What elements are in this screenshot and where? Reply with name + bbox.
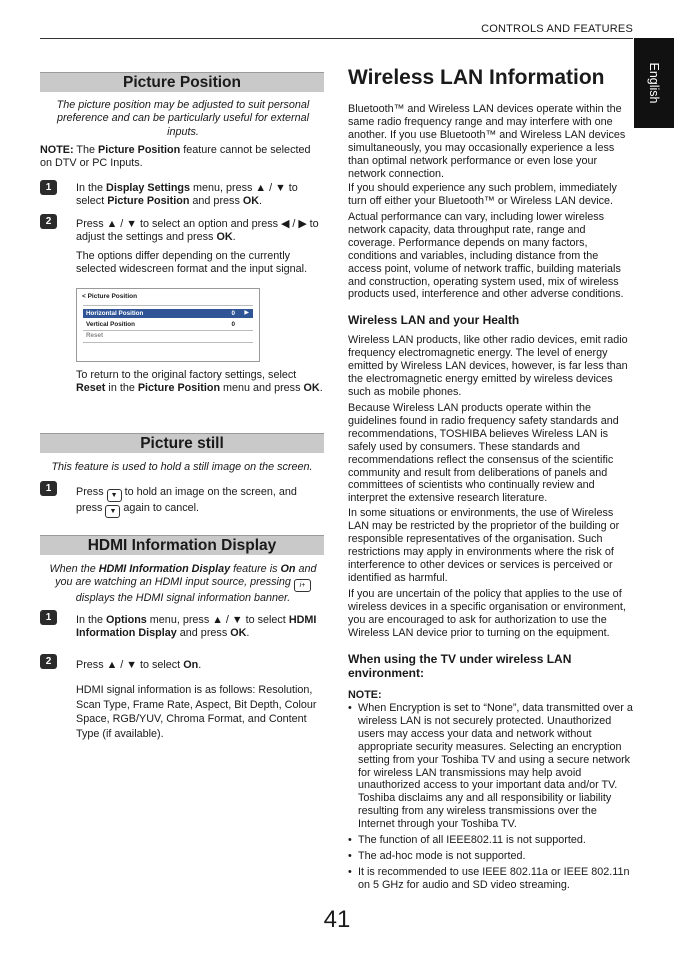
wireless-paragraph-3: Actual performance can vary, including lower wireless network capacity, data throughput rate, range and coverage. Performance depends on many factors, conditions and variables, including distance from the access point, volume of network traffic, building materials and construction, operating system used, mix of wireless products used, interference and other adverse conditions. [348,211,624,301]
page-number: 41 [323,906,351,933]
menu-row-vertical-position[interactable]: Vertical Position 0 [86,321,235,328]
picture-position-heading: Picture Position [40,72,324,92]
environment-notes [348,702,634,892]
health-paragraph-1: Wireless LAN products, like other radio devices, emit radio frequency electromagnetic energy. The level of energy emitted by Wireless LAN devices, however, is far less than the electromagnetic energy emitted by wireless devices such as mobile phones. [348,334,628,398]
freeze-button-icon: ▼ [105,505,120,518]
step-2-badge: 2 [40,654,57,669]
picture-still-intro: This feature is used to hold a still image on the screen. [51,461,313,473]
environment-heading: When using the TV under wireless LAN environment: [348,652,572,680]
step-1-badge: 1 [40,481,57,496]
list-item: • The ad-hoc mode is not supported. [348,850,634,863]
step-2-badge: 2 [40,214,57,229]
language-tab-label: English [647,62,661,104]
menu-row-reset[interactable]: Reset [86,332,104,339]
step-1-badge: 1 [40,610,57,625]
picture-position-step-2-note: The options differ depending on the currently selected widescreen format and the input signal. [76,250,308,276]
picture-position-note: NOTE: The Picture Position feature cannot be selected on DTV or PC Inputs. [40,144,311,170]
picture-position-intro: The picture position may be adjusted to suit personal preference and can be particularly useful for external inputs. [56,99,310,138]
health-paragraph-3: In some situations or environments, the use of Wireless LAN may be restricted by the proprietor of the building or responsible representatives of the organisation. Such restrictions may apply in environments where the risk of interference to other devices or services is perceived or identified as harmful. [348,507,620,584]
language-tab [634,38,674,128]
picture-still-step-1: Press ▼ to hold an image on the screen, and press ▼ again to cancel. [76,486,324,518]
menu-title: < Picture Position [82,293,138,300]
list-item: • When Encryption is set to “None”, data transmitted over a wireless LAN is not securely protected. Unauthorized users may access your data and network without appropriate security measures. Selecting an encryption setting from your Toshiba TV and using a secure network for wireless LAN transmissions may help avoid unauthorized access to your important data and/or TV. Toshiba disclaims any and all responsibility or liability resulting from any wireless transmissions over the Internet through your Toshiba TV. [348,702,634,831]
hdmi-signal-info: HDMI signal information is as follows: Resolution, Scan Type, Frame Rate, Aspect, Bit Depth, Colour Space, RGB/YUV, Chroma Format, and Content Type (if available). [76,684,317,740]
list-item: • The function of all IEEE802.11 is not supported. [348,834,634,847]
running-header: CONTROLS AND FEATURES [481,23,633,35]
environment-note-label: NOTE: [348,689,382,701]
menu-divider [83,342,253,343]
menu-divider [83,305,253,306]
hdmi-info-step-2: Press ▲ / ▼ to select On. [76,659,202,671]
right-arrow-icon: ▶ [244,310,249,316]
hdmi-info-step-1: In the Options menu, press ▲ / ▼ to select HDMI Information Display and press OK. [76,614,317,640]
step-1-badge: 1 [40,180,57,195]
picture-position-reset-text: To return to the original factory settings, select Reset in the Picture Position menu and press OK. [76,369,323,395]
hdmi-info-intro: When the HDMI Information Display feature is On and you are watching an HDMI input source, pressing i+ displays the HDMI signal information banner. [49,563,317,605]
health-paragraph-2: Because Wireless LAN products operate within the guidelines found in radio frequency safety standards and recommendations, TOSHIBA believes Wireless LAN is safely used by consumers. These standards and recommendations reflect the consensus of the scientific community and result from deliberations of panels and committees of scientists who continually review and interpret the extensive research literature. [348,402,619,505]
list-item: • It is recommended to use IEEE 802.11a or IEEE 802.11n on 5 GHz for audio and SD video streaming. [348,866,634,892]
freeze-button-icon: ▼ [107,489,122,502]
picture-position-menu [76,288,260,362]
picture-position-step-1: In the Display Settings menu, press ▲ / ▼ to select Picture Position and press OK. [76,182,298,208]
health-paragraph-4: If you are uncertain of the policy that applies to the use of wireless devices in a specific organisation or environment, you are encouraged to ask for authorization to use the Wireless LAN device prior to turning on the equipment. [348,588,626,639]
menu-row-horizontal-position[interactable]: Horizontal Position 0 ▶ [83,309,253,318]
picture-position-step-2: Press ▲ / ▼ to select an option and press ◀ / ▶ to adjust the settings and press OK. [76,218,319,244]
header-rule [40,38,633,39]
wireless-lan-title: Wireless LAN Information [348,66,605,89]
wireless-paragraph-1: Bluetooth™ and Wireless LAN devices operate within the same radio frequency range and may interfere with one another. If you use Bluetooth™ and Wireless LAN devices simultaneously, you may occasionally experience a less than optimal network performance or even lose your network connection. [348,103,626,180]
hdmi-info-heading: HDMI Information Display [40,535,324,555]
picture-still-heading: Picture still [40,433,324,453]
wireless-paragraph-2: If you should experience any such problem, immediately turn off either your Bluetooth™ or Wireless LAN device. [348,182,617,207]
health-heading: Wireless LAN and your Health [348,313,520,327]
info-button-icon: i+ [294,579,311,592]
